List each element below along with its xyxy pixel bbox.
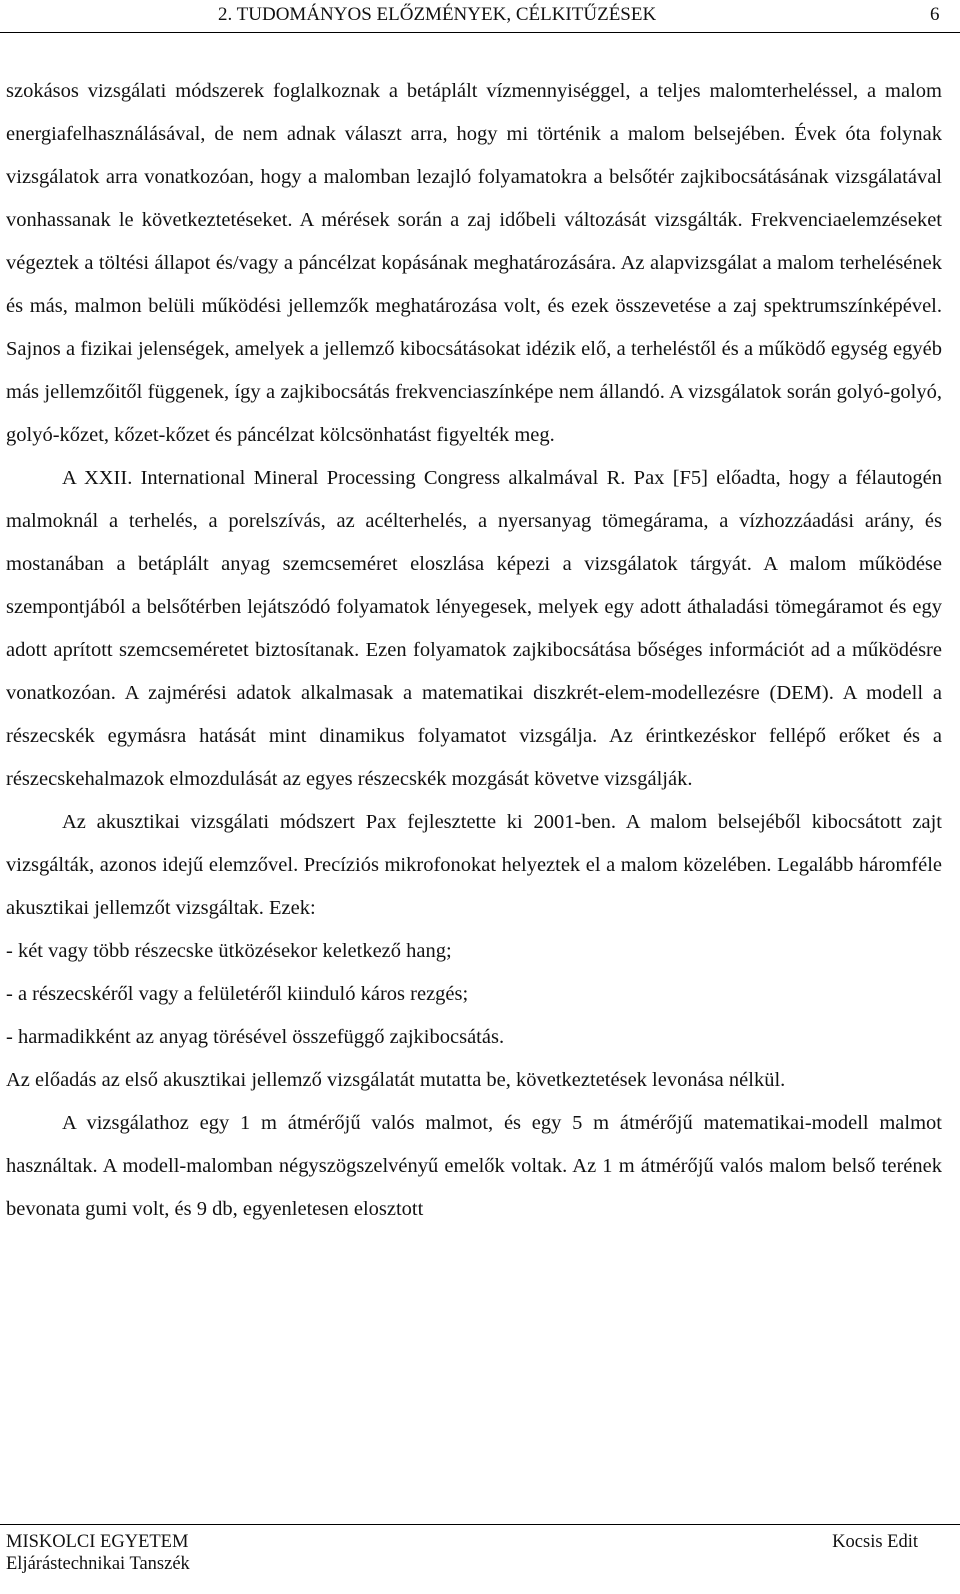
- body-text: [6, 70, 942, 1231]
- footer-department: Eljárástechnikai Tanszék: [6, 1554, 190, 1574]
- page-footer: [0, 1524, 960, 1594]
- paragraph: A vizsgálathoz egy 1 m átmérőjű valós malmot, és egy 5 m átmérőjű matematikai-modell malmot használtak. A modell-malomban négyszögszelvényű emelők voltak. Az 1 m átmérőjű valós malom belső terének bevonata gumi volt, és 9 db, egyenletesen elosztott: [6, 1112, 942, 1220]
- page-header: [0, 0, 960, 33]
- running-head-title: 2. TUDOMÁNYOS ELŐZMÉNYEK, CÉLKITŰZÉSEK: [218, 4, 657, 25]
- footer-institution: MISKOLCI EGYETEM: [6, 1532, 189, 1552]
- paragraph: szokásos vizsgálati módszerek foglalkoznak a betáplált vízmennyiséggel, a teljes malomterheléssel, a malom energiafelhasználásával, de nem adnak választ arra, hogy mi történik a malom belsejében. Évek óta folynak vizsgálatok arra vonatkozóan, hogy a malomban lezajló folyamatokra a belsőtér zajkibocsátásának vizsgálatával vonhassanak le következtetéseket. A mérések során a zaj időbeli változását vizsgálták. Frekvenciaelemzéseket végeztek a töltési állapot és/vagy a páncélzat kopásának meghatározására. Az alapvizsgálat a malom terhelésének és más, malmon belüli működési jellemzők meghatározása volt, és ezek összevetése a zaj spektrumszínképével. Sajnos a fizikai jelenségek, amelyek a jellemző kibocsátásokat idézik elő, a terheléstől és a működő egység egyéb más jellemzőitől függenek, így a zajkibocsátás frekvenciaszínképe nem állandó. A vizsgálatok során golyó-golyó, golyó-kőzet, kőzet-kőzet és páncélzat kölcsönhatást figyelték meg.: [6, 80, 942, 446]
- paragraph: A XXII. International Mineral Processing Congress alkalmával R. Pax [F5] előadta, hogy a félautogén malmoknál a terhelés, a porelszívás, az acélterhelés, a nyersanyag tömegárama, a vízhozzáadási arány, és mostanában a betáplált anyag szemcseméret eloszlása képezi a vizsgálatok tárgyát. A malom működése szempontjából a belsőtérben lejátszódó folyamatok lényegesek, melyek egy adott áthaladási tömegáramot és egy adott aprított szemcseméretet biztosítanak. Ezen folyamatok zajkibocsátása bőséges információt ad a működésre vonatkozóan. A zajmérési adatok alkalmasak a matematikai diszkrét-elem-modellezésre (DEM). A modell a részecskék egymásra hatását mint dinamikus folyamatot vizsgálja. Az érintkezéskor fellépő erőket és a részecskehalmazok elmozdulását az egyes részecskék mozgását követve vizsgálják.: [6, 467, 942, 790]
- paragraph: Az akusztikai vizsgálati módszert Pax fejlesztette ki 2001-ben. A malom belsejéből kibocsátott zajt vizsgálták, azonos idejű elemzővel. Precíziós mikrofonokat helyeztek el a malom közelében. Legalább háromféle akusztikai jellemzőt vizsgáltak. Ezek:: [6, 811, 942, 919]
- paragraph: Az előadás az első akusztikai jellemző vizsgálatát mutatta be, következtetések levonása nélkül.: [6, 1069, 786, 1091]
- list-item: - két vagy több részecske ütközésekor keletkező hang;: [6, 940, 452, 962]
- list-item: - harmadikként az anyag törésével összefüggő zajkibocsátás.: [6, 1026, 505, 1048]
- page-number: 6: [930, 4, 940, 25]
- footer-author: Kocsis Edit: [832, 1532, 918, 1552]
- list-item: - a részecskéről vagy a felületéről kiinduló káros rezgés;: [6, 983, 469, 1005]
